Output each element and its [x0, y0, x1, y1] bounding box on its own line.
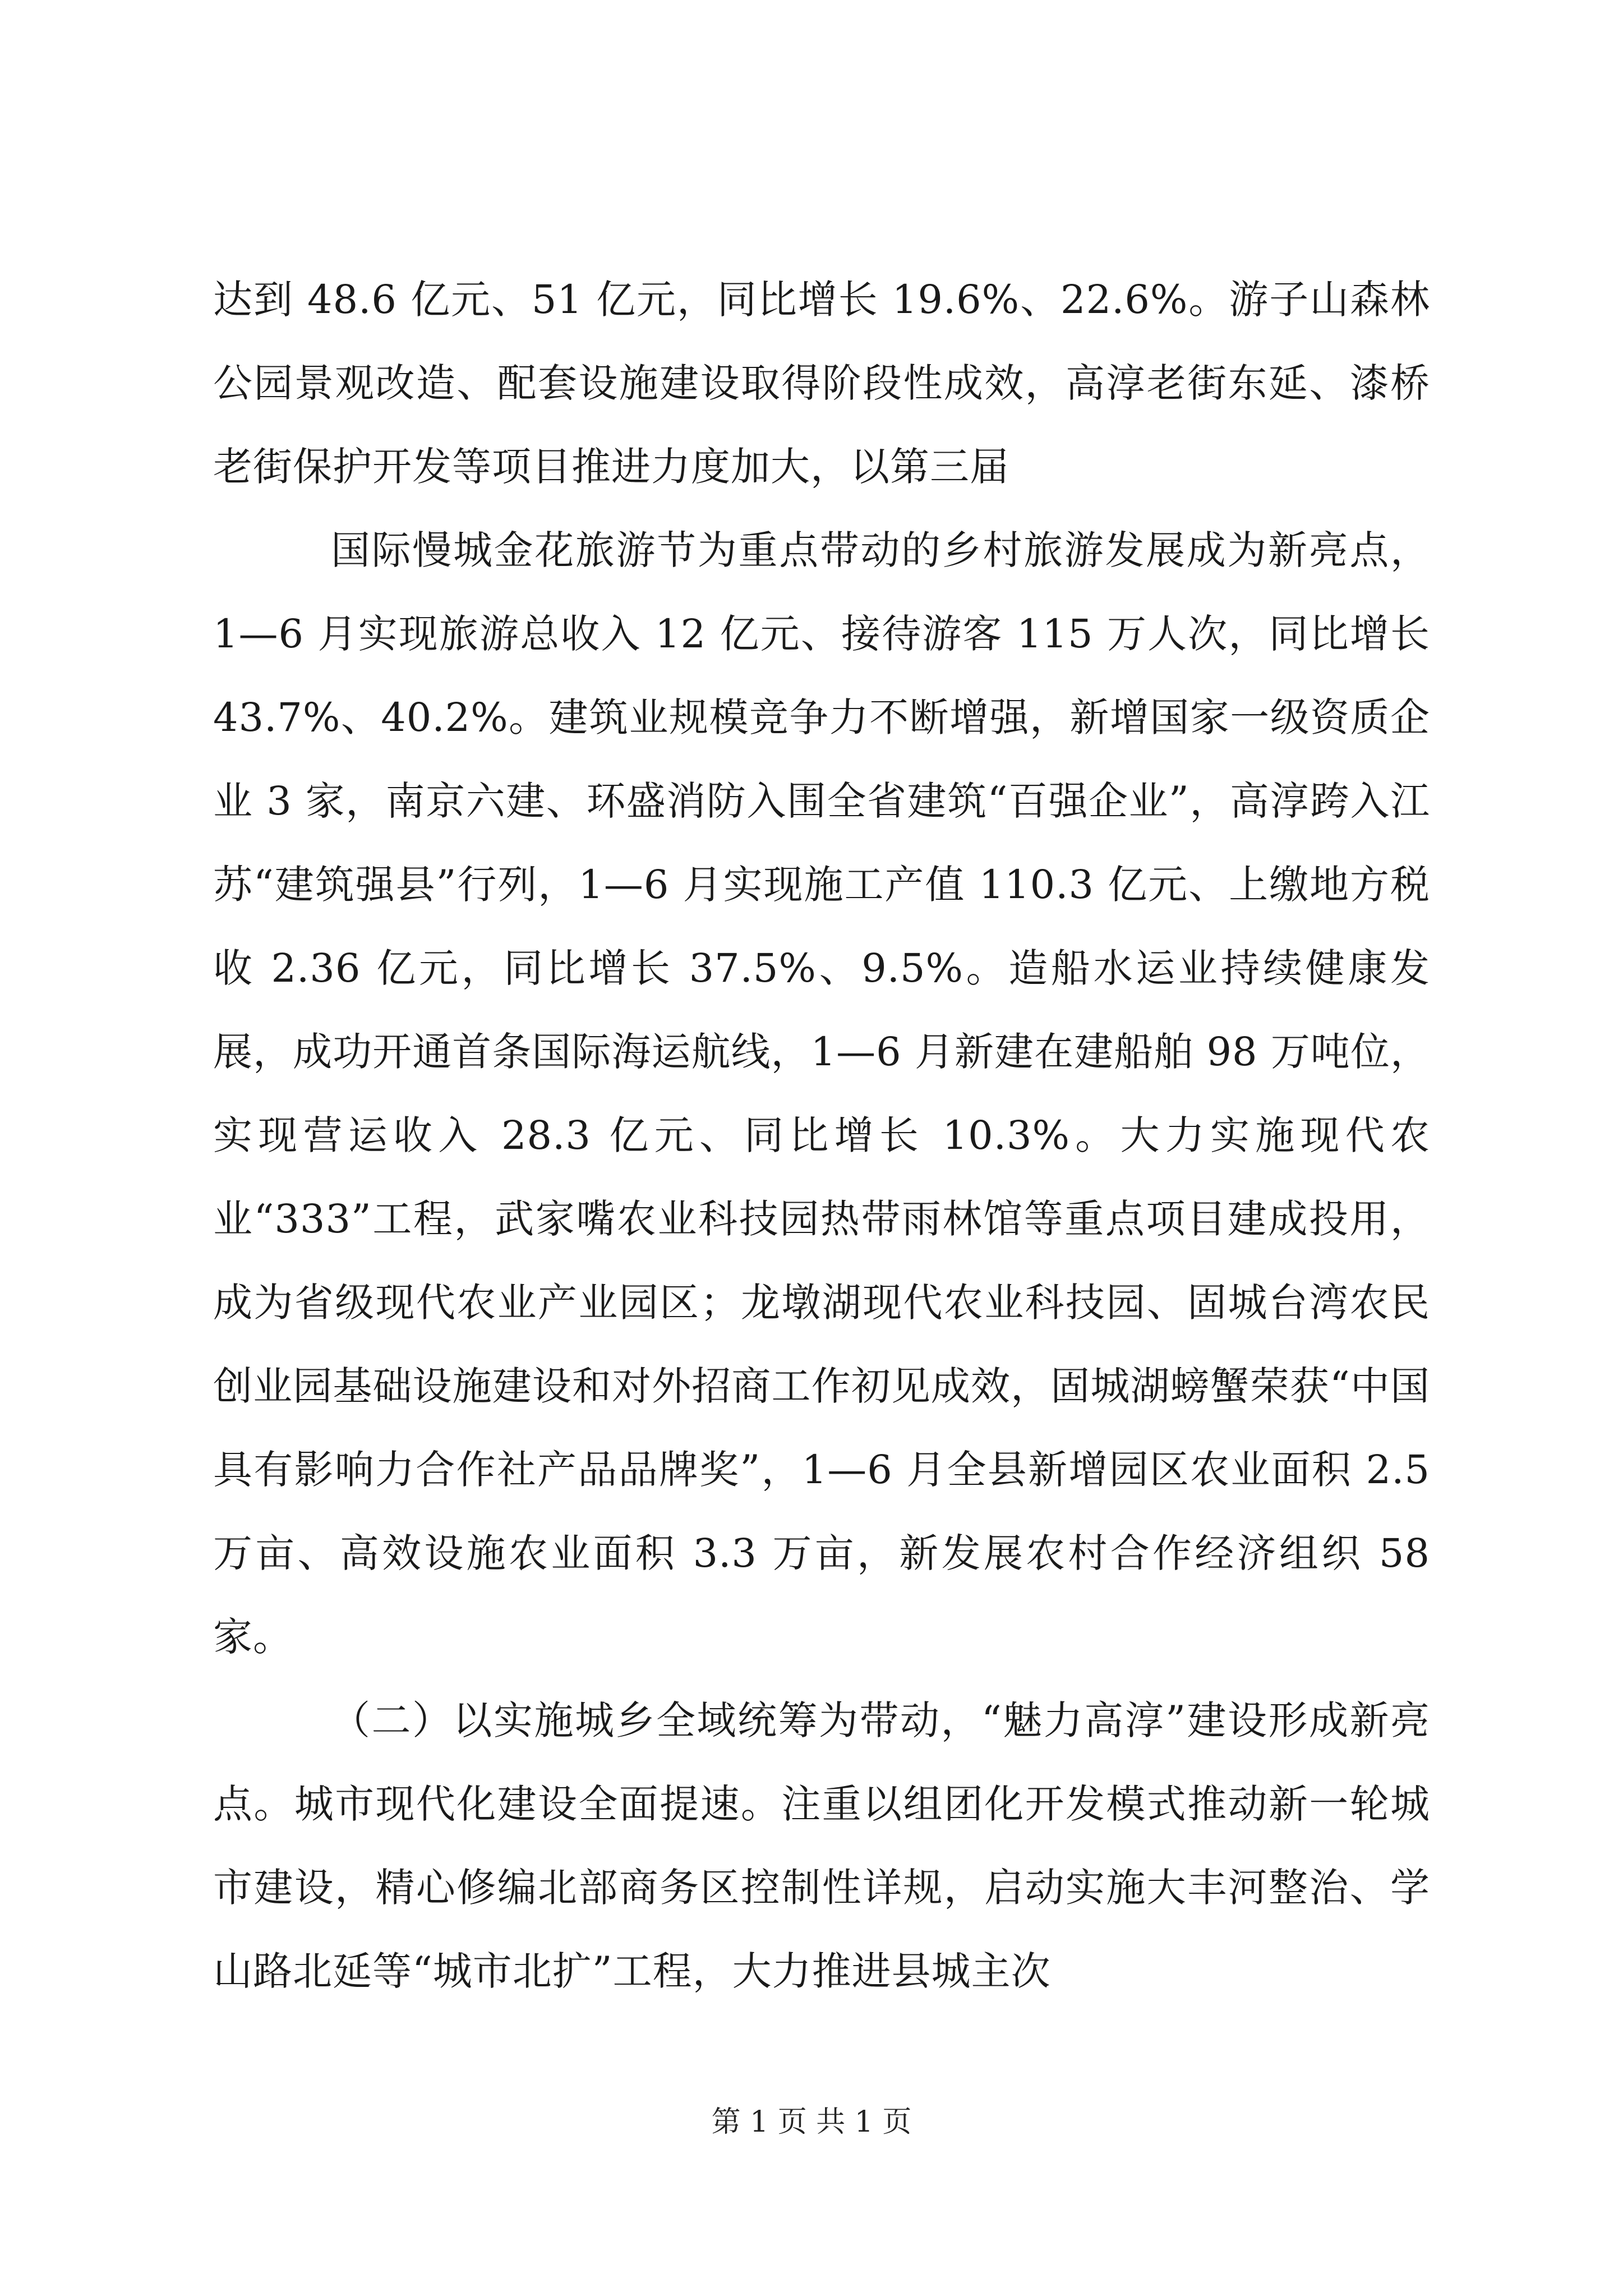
page-footer: 第 1 页 共 1 页	[711, 2105, 912, 2139]
paragraph-tourism-construction-agriculture: 国际慢城金花旅游节为重点带动的乡村旅游发展成为新亮点，1—6 月实现旅游总收入 12 亿元、接待游客 115 万人次，同比增长 43.7%、40.2%。建筑业规模竞争力不断增强，新增国家一级资质企业 3 家，南京六建、环盛消防入围全省建筑“百强企业”，高淳跨入江苏“建筑强县”行列，1—6 月实现施工产值 110.3 亿元、上缴地方税收 2.36 亿元，同比增长 37.5%、9.5%。造船水运业持续健康发展，成功开通首条国际海运航线，1—6 月新建在建船舶 98 万吨位，实现营运收入 28.3 亿元、同比增长 10.3%。大力实施现代农业“333”工程，武家嘴农业科技园热带雨林馆等重点项目建成投用，成为省级现代农业产业园区；龙墩湖现代农业科技园、固城台湾农民创业园基础设施建设和对外招商工作初见成效，固城湖螃蟹荣获“中国具有影响力合作社产品品牌奖”，1—6 月全县新增园区农业面积 2.5 万亩、高效设施农业面积 3.3 万亩，新发展农村合作经济组织 58 家。	[213, 527, 1430, 1660]
document-body	[213, 258, 1430, 2013]
paragraph-continued: 达到 48.6 亿元、51 亿元，同比增长 19.6%、22.6%。游子山森林公园景观改造、配套设施建设取得阶段性成效，高淳老街东延、漆桥老街保护开发等项目推进力度加大，以第三届	[213, 277, 1430, 490]
paragraph-urban-rural-section: （二）以实施城乡全域统筹为带动，“魅力高淳”建设形成新亮点。城市现代化建设全面提速。注重以组团化开发模式推动新一轮城市建设，精心修编北部商务区控制性详规，启动实施大丰河整治、学山路北延等“城市北扩”工程，大力推进县城主次	[213, 1697, 1430, 1994]
